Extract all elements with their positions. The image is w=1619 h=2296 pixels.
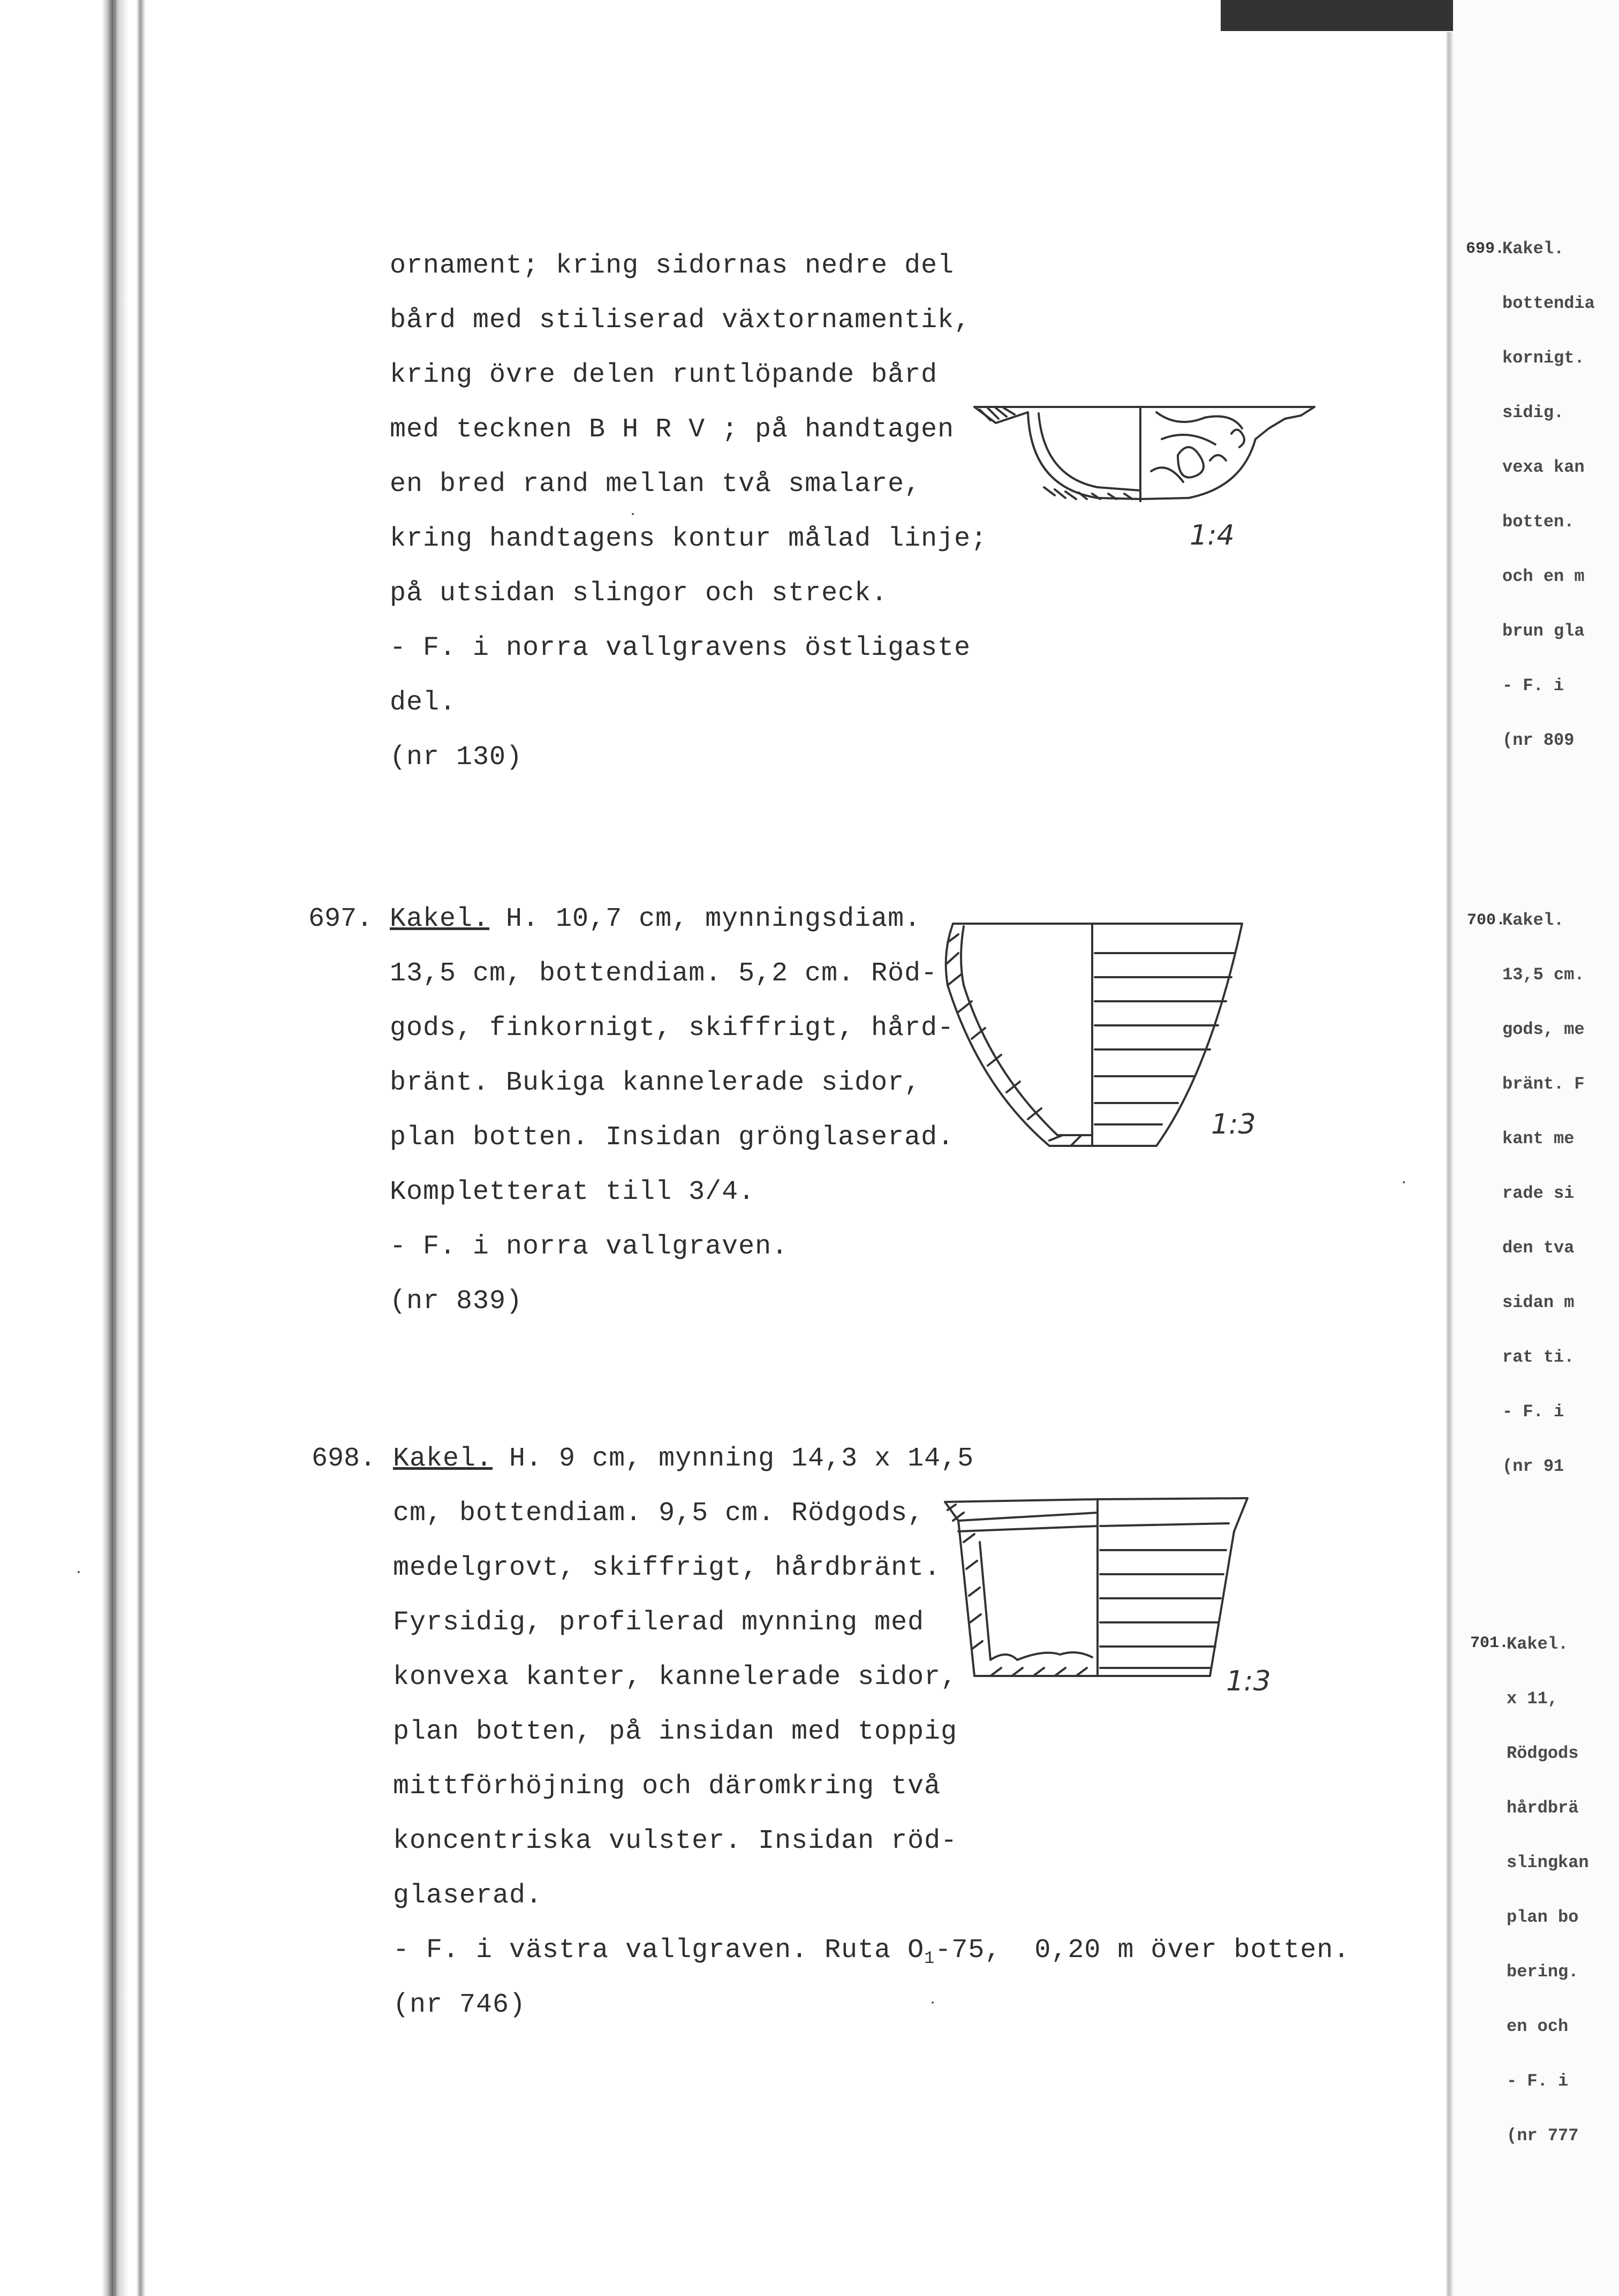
next-line: rat ti. xyxy=(1502,1347,1575,1367)
next-line: botten. xyxy=(1502,512,1575,532)
text-line: plan botten, på insidan med toppig xyxy=(393,1717,958,1747)
text-line: bränt. Bukiga kannelerade sidor, xyxy=(390,1068,921,1098)
binder-edge xyxy=(114,0,116,2296)
text-line: plan botten. Insidan grönglaserad. xyxy=(390,1122,955,1153)
next-line: Kakel. xyxy=(1502,910,1564,930)
next-line: plan bo xyxy=(1507,1907,1579,1927)
find-location-line xyxy=(393,1935,1350,1968)
scale-label: 1:3 xyxy=(1226,1665,1271,1697)
next-line: 13,5 cm. xyxy=(1502,965,1585,985)
text-line: (nr 130) xyxy=(390,742,523,773)
tile-profile-drawing xyxy=(937,1489,1258,1692)
text-line: Kompletterat till 3/4. xyxy=(390,1177,755,1207)
next-line: hårdbrä xyxy=(1507,1798,1579,1818)
stray-mark xyxy=(78,1571,80,1573)
scale-label: 1:3 xyxy=(1211,1108,1256,1141)
find-location-rest: -75, 0,20 m över botten. xyxy=(935,1935,1350,1966)
entry-first-line xyxy=(390,904,921,934)
next-line: - F. i xyxy=(1507,2071,1569,2091)
binder-shadow xyxy=(0,0,155,2296)
next-line: (nr 809 xyxy=(1502,730,1575,750)
next-line: sidig. xyxy=(1502,403,1564,422)
next-line: bering. xyxy=(1507,1962,1579,1982)
entry-number: 698. xyxy=(312,1444,376,1474)
text-line: (nr 746) xyxy=(393,1990,526,2020)
entry-number: 697. xyxy=(308,904,373,934)
next-line: (nr 777 xyxy=(1507,2126,1579,2146)
entry-title: Kakel. xyxy=(390,904,490,934)
stray-mark xyxy=(932,2002,934,2004)
next-line: - F. i xyxy=(1502,1402,1564,1422)
next-line: kornigt. xyxy=(1502,348,1585,368)
text-line: medelgrovt, skiffrigt, hårdbränt. xyxy=(393,1553,941,1583)
text-line: konvexa kanter, kannelerade sidor, xyxy=(393,1662,958,1693)
next-entry-number: 700. xyxy=(1467,911,1506,930)
text-line: glaserad. xyxy=(393,1880,543,1911)
stray-mark xyxy=(632,513,634,515)
text-line: (nr 839) xyxy=(390,1286,523,1317)
next-line: vexa kan xyxy=(1502,457,1585,477)
text-line: en bred rand mellan två smalare, xyxy=(390,469,921,500)
find-location-subscript: 1 xyxy=(924,1948,935,1968)
entry-title: Kakel. xyxy=(393,1444,493,1474)
next-line: slingkan xyxy=(1507,1853,1589,1872)
next-line: x 11, xyxy=(1507,1689,1559,1709)
text-line: - F. i norra vallgravens östligaste xyxy=(390,633,971,663)
next-line: bränt. F xyxy=(1502,1074,1585,1094)
text-line: kring handtagens kontur målad linje; xyxy=(390,524,988,554)
next-line: Kakel. xyxy=(1507,1634,1569,1654)
text-line: gods, finkornigt, skiffrigt, hård- xyxy=(390,1013,955,1044)
next-entry-number: 701. xyxy=(1470,1634,1509,1652)
text-line: 13,5 cm, bottendiam. 5,2 cm. Röd- xyxy=(390,958,938,989)
scale-label: 1:4 xyxy=(1190,519,1235,552)
page-edge xyxy=(1446,32,1453,2296)
pot-profile-drawing xyxy=(942,910,1253,1157)
next-entry-number: 699. xyxy=(1466,240,1505,258)
text-line: koncentriska vulster. Insidan röd- xyxy=(393,1826,958,1856)
text-line: Fyrsidig, profilerad mynning med xyxy=(393,1607,925,1638)
text-line: mittförhöjning och däromkring två xyxy=(393,1771,941,1802)
next-line: (nr 91 xyxy=(1502,1456,1564,1476)
text-line: ornament; kring sidornas nedre del xyxy=(390,251,955,281)
find-location: - F. i västra vallgraven. Ruta O xyxy=(393,1935,925,1966)
text-line: del. xyxy=(390,688,457,718)
next-line: kant me xyxy=(1502,1129,1575,1149)
top-shadow xyxy=(1221,0,1467,31)
entry-first-line-rest: H. 10,7 cm, mynningsdiam. xyxy=(489,904,921,934)
next-line: och en m xyxy=(1502,567,1585,586)
text-line: cm, bottendiam. 9,5 cm. Rödgods, xyxy=(393,1498,925,1529)
text-line: på utsidan slingor och streck. xyxy=(390,578,888,609)
bowl-profile-drawing xyxy=(964,396,1328,519)
text-line: kring övre delen runtlöpande bård xyxy=(390,360,938,390)
text-line: bård med stiliserad växtornamentik, xyxy=(390,305,971,336)
next-line: sidan m xyxy=(1502,1293,1575,1312)
text-line: med tecknen B H R V ; på handtagen xyxy=(390,414,955,445)
stray-mark xyxy=(1403,1181,1405,1183)
next-line: bottendia xyxy=(1502,293,1595,313)
next-line: Kakel. xyxy=(1502,239,1564,259)
next-line: rade si xyxy=(1502,1183,1575,1203)
next-line: brun gla xyxy=(1502,621,1585,641)
next-line: gods, me xyxy=(1502,1019,1585,1039)
next-line: Rödgods xyxy=(1507,1743,1579,1763)
next-line: den tva xyxy=(1502,1238,1575,1258)
text-line: - F. i norra vallgraven. xyxy=(390,1232,789,1262)
next-page xyxy=(1453,0,1619,2296)
entry-first-line xyxy=(393,1444,974,1474)
entry-first-line-rest: H. 9 cm, mynning 14,3 x 14,5 xyxy=(493,1444,974,1474)
next-line: - F. i xyxy=(1502,676,1564,696)
next-line: en och xyxy=(1507,2016,1569,2036)
